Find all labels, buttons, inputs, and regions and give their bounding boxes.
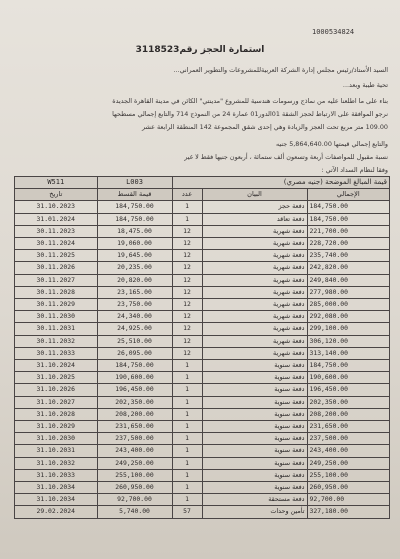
- table-row: [15, 213, 390, 225]
- table-row: [15, 457, 390, 469]
- row-date: 31.10.2034: [15, 482, 98, 494]
- row-installment: 243,400.00: [97, 445, 172, 457]
- row-installment: 5,740.00: [97, 506, 172, 518]
- row-count: 12: [172, 250, 202, 262]
- table-row: [15, 384, 390, 396]
- body-line-5: 109.00 متر مربع تحت العجز والزيادة وهي إحدى شقق المجموعة 142 المنطقة الرابعة عشر: [141, 123, 388, 131]
- row-count: 12: [172, 225, 202, 237]
- row-count: 1: [172, 213, 202, 225]
- table-row: [15, 421, 390, 433]
- row-count: 1: [172, 445, 202, 457]
- row-installment: 202,350.00: [97, 396, 172, 408]
- row-description: دفعة شهرية: [202, 250, 307, 262]
- row-date: 31.10.2025: [15, 372, 98, 384]
- table-row: [15, 396, 390, 408]
- row-date: 31.10.2027: [15, 396, 98, 408]
- row-description: دفعة سنوية: [202, 360, 307, 372]
- row-count: 12: [172, 274, 202, 286]
- row-count: 12: [172, 335, 202, 347]
- row-description: دفعة شهرية: [202, 225, 307, 237]
- row-total: 249,840.00: [307, 274, 390, 286]
- body-line-3: بناء على ما اطلعنا عليه من نماذج ورسومات هندسية للمشروع "مدينتي" الكائن في مدينة القاهرة الجديدة: [112, 97, 388, 105]
- row-total: 184,750.00: [307, 360, 390, 372]
- table-row: [15, 225, 390, 237]
- row-total: 208,200.00: [307, 408, 390, 420]
- row-description: دفعة حجز: [202, 201, 307, 213]
- row-total: 231,650.00: [307, 421, 390, 433]
- row-description: دفعة شهرية: [202, 323, 307, 335]
- row-total: 285,000.00: [307, 299, 390, 311]
- row-description: دفعة سنوية: [202, 433, 307, 445]
- row-installment: 18,475.00: [97, 225, 172, 237]
- row-description: دفعة سنوية: [202, 408, 307, 420]
- row-date: 30.11.2032: [15, 335, 98, 347]
- row-description: دفعة مستحقة: [202, 494, 307, 506]
- row-date: 30.11.2029: [15, 299, 98, 311]
- row-installment: 26,095.00: [97, 347, 172, 359]
- col-total: الإجمالي: [307, 189, 390, 201]
- row-total: 249,250.00: [307, 457, 390, 469]
- row-installment: 19,645.00: [97, 250, 172, 262]
- row-description: تأمين وحدات: [202, 506, 307, 518]
- row-date: 31.01.2024: [15, 213, 98, 225]
- row-total: 277,980.00: [307, 286, 390, 298]
- row-description: دفعة شهرية: [202, 286, 307, 298]
- row-date: 31.10.2026: [15, 384, 98, 396]
- table-row: [15, 494, 390, 506]
- table-row: [15, 360, 390, 372]
- table-row: [15, 323, 390, 335]
- row-count: 1: [172, 482, 202, 494]
- row-date: 31.10.2029: [15, 421, 98, 433]
- row-installment: 231,650.00: [97, 421, 172, 433]
- row-date: 30.11.2026: [15, 262, 98, 274]
- row-description: دفعة شهرية: [202, 262, 307, 274]
- reference-number: 1000534824: [312, 28, 355, 36]
- row-count: 12: [172, 299, 202, 311]
- row-date: 30.11.2025: [15, 250, 98, 262]
- row-total: 299,100.00: [307, 323, 390, 335]
- body-line-2: تحية طيبة وبعد...: [342, 81, 388, 89]
- payment-schedule-table: [14, 176, 390, 556]
- row-installment: 24,925.00: [97, 323, 172, 335]
- row-count: 1: [172, 421, 202, 433]
- row-date: 30.11.2024: [15, 238, 98, 250]
- row-total: 242,820.00: [307, 262, 390, 274]
- row-total: 327,180.00: [307, 506, 390, 518]
- table-row: [15, 347, 390, 359]
- body-line-6: والتابع إجمالي قيمتها 5,864,640.00 جنيه: [275, 140, 388, 148]
- row-date: 30.11.2031: [15, 323, 98, 335]
- row-date: 30.11.2027: [15, 274, 98, 286]
- row-count: 1: [172, 396, 202, 408]
- row-description: دفعة سنوية: [202, 469, 307, 481]
- row-count: 12: [172, 262, 202, 274]
- row-count: 1: [172, 360, 202, 372]
- row-date: 31.10.2024: [15, 360, 98, 372]
- table-row: [15, 482, 390, 494]
- row-total: 190,600.00: [307, 372, 390, 384]
- row-total: 260,950.00: [307, 482, 390, 494]
- row-description: دفعة شهرية: [202, 347, 307, 359]
- table-row: [15, 238, 390, 250]
- row-installment: 208,200.00: [97, 408, 172, 420]
- table-row: [15, 250, 390, 262]
- row-total: 292,080.00: [307, 311, 390, 323]
- row-installment: 184,750.00: [97, 213, 172, 225]
- row-description: دفعة شهرية: [202, 238, 307, 250]
- row-total: 184,750.00: [307, 201, 390, 213]
- row-installment: 196,450.00: [97, 384, 172, 396]
- row-description: دفعة سنوية: [202, 421, 307, 433]
- row-installment: 184,750.00: [97, 360, 172, 372]
- table-row: [15, 445, 390, 457]
- table-row: [15, 274, 390, 286]
- row-installment: 25,510.00: [97, 335, 172, 347]
- col-count: عدد: [172, 189, 202, 201]
- body-line-4: نرجو الموافقة على الارتباط لحجز الشقة 01الدور01 عمارة 24 من النموذج 714 والتابع إجمالي مسطحها: [112, 110, 388, 118]
- row-description: دفعة سنوية: [202, 482, 307, 494]
- row-total: 235,740.00: [307, 250, 390, 262]
- row-count: 12: [172, 347, 202, 359]
- row-count: 1: [172, 457, 202, 469]
- row-description: دفعة سنوية: [202, 384, 307, 396]
- row-count: 1: [172, 384, 202, 396]
- row-count: 12: [172, 238, 202, 250]
- row-date: 31.10.2033: [15, 469, 98, 481]
- document-title: استمارة الحجز رقم3118523: [135, 45, 265, 55]
- table-row: [15, 311, 390, 323]
- row-total: 196,450.00: [307, 384, 390, 396]
- row-installment: 237,500.00: [97, 433, 172, 445]
- row-installment: 20,235.00: [97, 262, 172, 274]
- row-description: دفعة شهرية: [202, 335, 307, 347]
- col-installment: قيمة القسط: [97, 189, 172, 201]
- row-count: 1: [172, 469, 202, 481]
- row-date: 30.11.2030: [15, 311, 98, 323]
- row-installment: 190,600.00: [97, 372, 172, 384]
- row-total: 184,750.00: [307, 213, 390, 225]
- row-count: 57: [172, 506, 202, 518]
- row-total: 255,100.00: [307, 469, 390, 481]
- table-row: [15, 469, 390, 481]
- row-total: 202,350.00: [307, 396, 390, 408]
- col-description: البيان: [202, 189, 307, 201]
- row-total: 313,140.00: [307, 347, 390, 359]
- row-count: 12: [172, 286, 202, 298]
- row-description: دفعة سنوية: [202, 445, 307, 457]
- row-description: دفعة شهرية: [202, 299, 307, 311]
- row-installment: 184,750.00: [97, 201, 172, 213]
- row-count: 12: [172, 311, 202, 323]
- row-date: 30.11.2023: [15, 225, 98, 237]
- row-date: 31.10.2028: [15, 408, 98, 420]
- row-installment: 92,700.00: [97, 494, 172, 506]
- row-description: دفعة شهرية: [202, 274, 307, 286]
- row-count: 12: [172, 323, 202, 335]
- row-installment: 255,100.00: [97, 469, 172, 481]
- code-left: W511: [15, 177, 98, 189]
- row-total: 306,120.00: [307, 335, 390, 347]
- row-date: 31.10.2031: [15, 445, 98, 457]
- table-row: [15, 201, 390, 213]
- body-line-1: السيد الأستاذ/رئيس مجلس إدارة الشركة العربيةللمشروعات والتطوير العمراني...: [173, 66, 388, 74]
- row-installment: 23,165.00: [97, 286, 172, 298]
- row-date: 30.11.2033: [15, 347, 98, 359]
- row-date: 31.10.2032: [15, 457, 98, 469]
- row-total: 92,700.00: [307, 494, 390, 506]
- row-date: 31.10.2023: [15, 201, 98, 213]
- row-installment: 20,820.00: [97, 274, 172, 286]
- table-row: [15, 506, 390, 518]
- row-description: دفعة سنوية: [202, 372, 307, 384]
- row-date: 31.10.2030: [15, 433, 98, 445]
- row-total: 221,700.00: [307, 225, 390, 237]
- section-title: قيمة المبالغ الموضحة (جنيه مصري): [172, 177, 390, 189]
- table-row: [15, 262, 390, 274]
- row-count: 1: [172, 201, 202, 213]
- row-count: 1: [172, 408, 202, 420]
- column-header-row: [15, 189, 390, 201]
- row-description: دفعة تعاقد: [202, 213, 307, 225]
- row-count: 1: [172, 494, 202, 506]
- row-description: دفعة سنوية: [202, 457, 307, 469]
- row-total: 228,720.00: [307, 238, 390, 250]
- row-count: 1: [172, 372, 202, 384]
- row-installment: 24,340.00: [97, 311, 172, 323]
- code-right: L003: [97, 177, 172, 189]
- row-installment: 23,750.00: [97, 299, 172, 311]
- body-line-7: نسبة مقبول للمواصفات أربعة وتسعون ألف ستمائة ، أربعون جنيها فقط لا غير: [184, 153, 388, 161]
- row-description: دفعة شهرية: [202, 311, 307, 323]
- row-installment: 19,060.00: [97, 238, 172, 250]
- row-installment: 249,250.00: [97, 457, 172, 469]
- table-row: [15, 286, 390, 298]
- row-description: دفعة سنوية: [202, 396, 307, 408]
- table-row: [15, 372, 390, 384]
- row-date: 30.11.2028: [15, 286, 98, 298]
- table-row: [15, 335, 390, 347]
- row-count: 1: [172, 433, 202, 445]
- table-row: [15, 299, 390, 311]
- row-date: 29.02.2024: [15, 506, 98, 518]
- row-total: 237,500.00: [307, 433, 390, 445]
- table-row: [15, 433, 390, 445]
- row-installment: 260,950.00: [97, 482, 172, 494]
- row-date: 31.10.2034: [15, 494, 98, 506]
- table-row: [15, 408, 390, 420]
- col-date: تاريخ: [15, 189, 98, 201]
- row-total: 243,400.00: [307, 445, 390, 457]
- body-line-8: وفقا لنظام السداد الآتي :: [321, 166, 388, 174]
